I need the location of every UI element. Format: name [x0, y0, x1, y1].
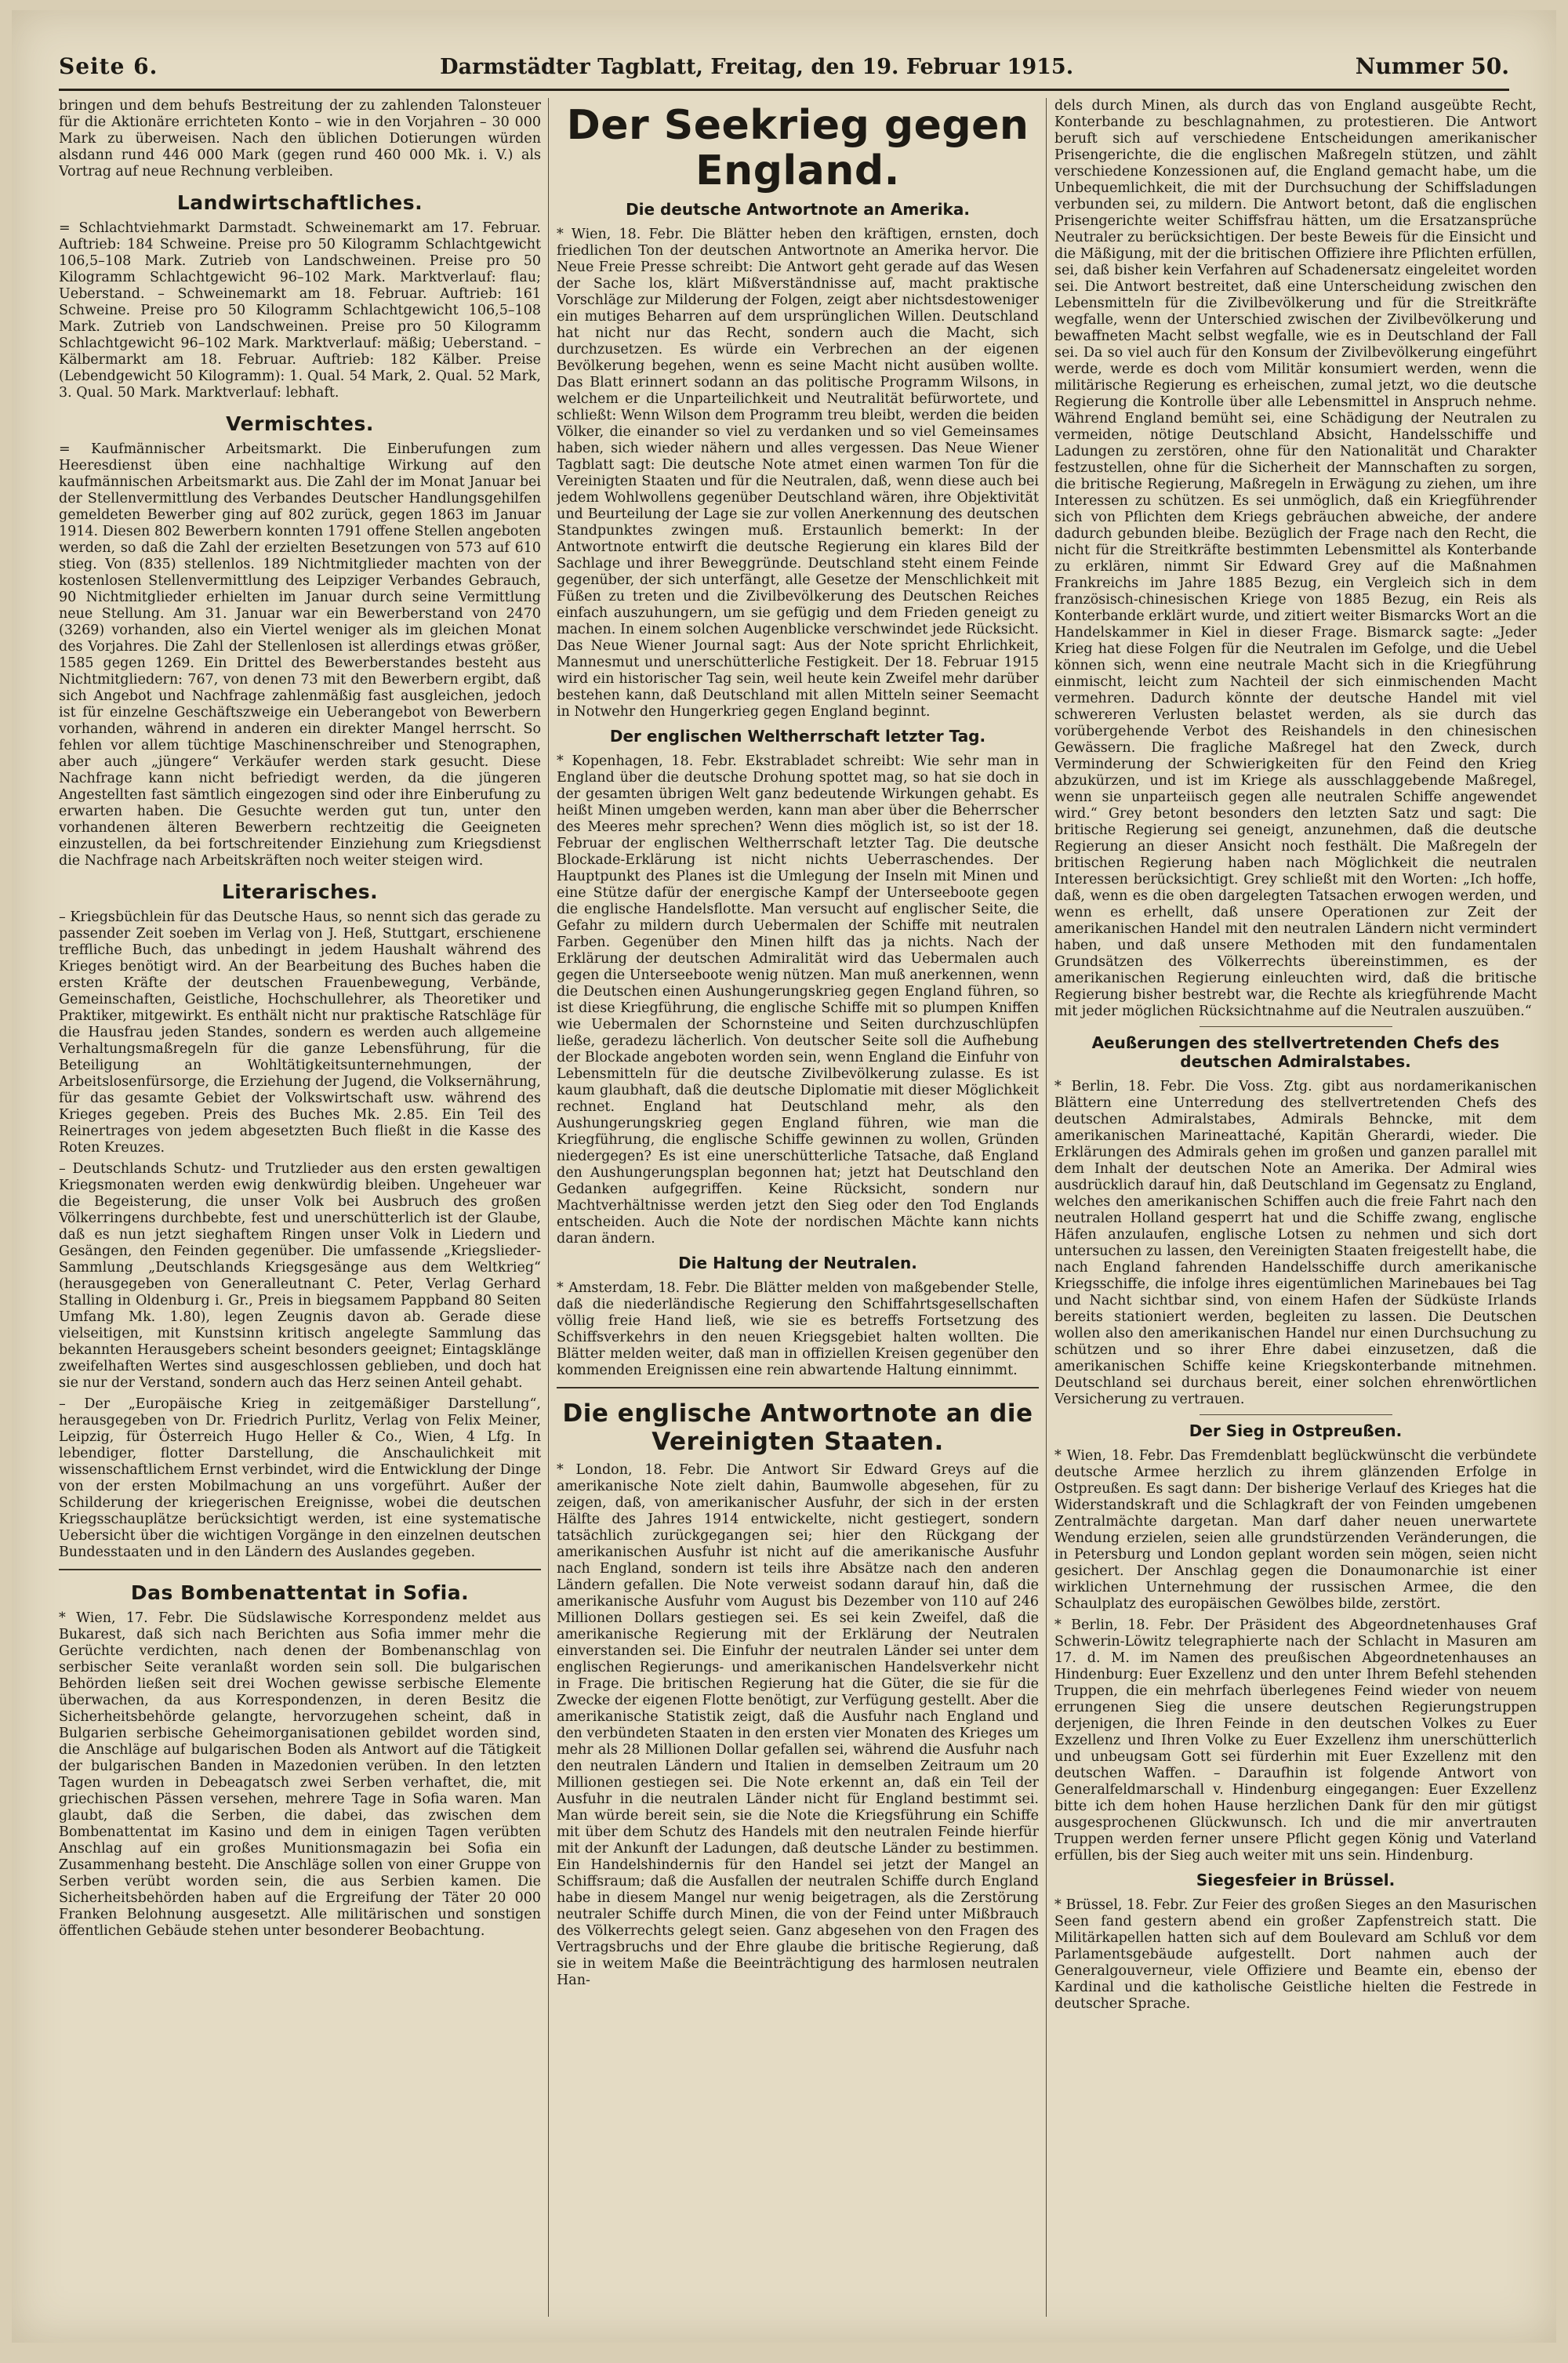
- issue-number: Nummer 50.: [1355, 53, 1509, 79]
- sub-heading: Die deutsche Antwortnote an Amerika.: [626, 200, 970, 219]
- article-paragraph: * Wien, 17. Febr. Die Südslawische Korrespondenz meldet aus Bukarest, daß sich nach Berichten aus Sofia immer mehr die Gerüchte verdichten, nach denen der Bombenanschlag von serbischer Seite veranlaßt worden sein soll. Die bulgarischen Behörden ließen seit drei Wochen gewisse serbische Elemente überwachen, da aus Korrespondenzen, in deren Besitz die Sicherheitsbehörde gelangte, hervorzugehen scheint, daß in Bulgarien serbische Geheimorganisationen gebildet worden sind, die Anschläge auf bulgarischen Boden als Antwort auf die Tätigkeit der bulgarischen Banden in Mazedonien verüben. In den letzten Tagen wurden in Debeagatsch zwei Serben verhaftet, die, mit griechischen Pässen versehen, mehrere Tage in Sofia waren. Man glaubt, daß die Serben, die dabei, das zwischen dem Bombenattentat im Kasino und dem in einigen Tagen verübten Anschlag auf ein großes Munitionsmagazin bei Sofia ein Zusammenhang besteht. Die Anschläge sollen von einer Gruppe von Serben verübt worden sein, die aus Serbien kamen. Die Sicherheitsbehörden haben auf die Ergreifung der Täter 20 000 Franken Belohnung ausgesetzt. Alle militärischen und sonstigen öffentlichen Gebäude stehen unter besonderer Beobachtung.: [59, 1610, 541, 1939]
- section-heading: Vermischtes.: [226, 412, 374, 435]
- column-divider: [1046, 98, 1047, 2317]
- section-rule: [557, 1387, 1039, 1388]
- section-heading: Landwirtschaftliches.: [176, 191, 423, 214]
- section-rule: [59, 1569, 541, 1570]
- sub-heading: Siegesfeier in Brüssel.: [1196, 1871, 1396, 1889]
- article-paragraph: = Schlachtviehmarkt Darmstadt. Schweinemarkt am 17. Februar. Auftrieb: 184 Schweine. Preise pro 50 Kilogramm Schlachtgewicht 106,5–108 Mark. Zutrieb von Landschweinen. Preise pro 50 Kilogramm Schlachtgewicht 96–102 Mark. Marktverlauf: flau; Ueberstand. – Schweinemarkt am 18. Februar. Auftrieb: 161 Schweine. Preise pro 50 Kilogramm Schlachtgewicht 106,5–108 Mark. Zutrieb von Landschweinen. Preise pro 50 Kilogramm Schlachtgewicht 96–102 Mark. Marktverlauf: mäßig; Ueberstand. – Kälbermarkt am 18. Februar. Auftrieb: 182 Kälber. Preise (Lebendgewicht 50 Kilogramm): 1. Qual. 54 Mark, 2. Qual. 52 Mark, 3. Qual. 50 Mark. Marktverlauf: lebhaft.: [59, 220, 541, 401]
- article-paragraph: * Brüssel, 18. Febr. Zur Feier des großen Sieges an den Masurischen Seen fand gestern abend ein großer Zapfenstreich statt. Die Militärkapellen hatten sich auf dem Boulevard am Schluß vor dem Parlamentsgebäude aufgestellt. Dort nahmen auch der Generalgouverneur, viele Offiziere und Beamte ein, ebenso der Kardinal und die katholische Geistliche hielten die Festrede in deutscher Sprache.: [1054, 1897, 1537, 2012]
- column-right: [1054, 98, 1537, 2317]
- article-paragraph: – Kriegsbüchlein für das Deutsche Haus, so nennt sich das gerade zu passender Zeit soeben im Verlag von J. Heß, Stuttgart, erschienene treffliche Buch, das unbedingt in jedem Haushalt während des Krieges benötigt wird. An der Bearbeitung des Buches haben die ersten Kräfte der deutschen Frauenbewegung, Verbände, Gemeinschaften, Geistliche, Hochschullehrer, als Theoretiker und Praktiker, mitgewirkt. Es enthält nicht nur praktische Ratschläge für die Hausfrau jeden Standes, sondern es werden auch allgemeine Verhaltungsmaßregeln für die ganze Lebensführung, für die Beteiligung an Wohltätigkeitsunternehmungen, der Arbeitslosenfürsorge, die Erziehung der Jugend, die Volksernährung, für das gesamte Gebiet der Volkswirtschaft usw. während des Krieges gegeben. Preis des Buches Mk. 2.85. Ein Teil des Reinertrages von jedem abgesetzten Buch fließt in die Kasse des Roten Kreuzes.: [59, 909, 541, 1156]
- newspaper-page: [12, 10, 1556, 2343]
- sub-heading: Aeußerungen des stellvertretenden Chefs des deutschen Admiralstabes.: [1091, 1033, 1500, 1071]
- main-headline: Der Seekrieg gegen England.: [566, 102, 1029, 194]
- header-rule: [59, 89, 1509, 91]
- article-paragraph: dels durch Minen, als durch das von England ausgeübte Recht, Konterbande zu beschlagnahmen, zu protestieren. Die Antwort beruft sich auf verschiedene Entscheidungen amerikanischer Prisengerichte, die die englischen Maßregeln stützen, und zählt verschiedene Konzessionen auf, die England gemacht habe, um die Unbequemlichkeit, die mit der Durchsuchung der Schiffsladungen verbunden sei, zu mildern. Die Antwort betont, daß die englischen Prisengerichte weiter Schiffsfrau hätten, um die Ersatzansprüche Neutraler zu berücksichtigen. Der beste Beweis für die Einsicht und die Mäßigung, mit der die britischen Offiziere ihre Pflichten erfüllen, sei, daß bisher kein Verfahren auf Schadenersatz eingeleitet worden sei. Die Antwort bestreitet, daß eine Unterscheidung zwischen den Lebensmitteln für die Zivilbevölkerung und für die Streitkräfte wegfalle, wenn der Unterschied zwischen der Zivilbevölkerung und bewaffneten Macht selbst wegfalle, wie es in Deutschland der Fall sei. Da so viel auch für den Konsum der Zivilbevölkerung eingeführt werde, werde es doch vom Militär konsumiert werden, wenn die militärische Regierung es erheischen, zumal jetzt, wo die deutsche Regierung die Kontrolle über alle Lebensmittel in Anspruch nehme. Während England bemüht sei, eine Schädigung der Neutralen zu vermeiden, nötige Deutschland Absicht, Handelsschiffe und Ladungen zu zerstören, ohne für den Nationalität und Charakter festzustellen, ohne für die Sicherheit der Mannschaften zu sorgen, die britische Regierung, Maßregeln in Erwägung zu ziehen, um ihre Interessen zu schützen. Es sei unmöglich, daß ein Kriegführender sich von Pflichten dem Kriegs gebräuchen abweiche, der andere dadurch gebunden bleibe. Bezüglich der Frage nach den Recht, die nicht für die Streitkräfte bestimmten Lebensmittel als Konterbande zu erklären, nimmt Sir Edward Grey auf die Maßnahmen Frankreichs im Jahre 1885 Bezug, ein Vergleich sich in dem französisch-chinesischen Kriege von 1885 Bezug, ein Reis als Konterbande erklärt wurde, und zitiert weiter Bismarcks Wort an die Handelskammer in Kiel in dieser Frage. Bismarck sagte: „Jeder Krieg hat diese Folgen für die Neutralen im Gefolge, und die Uebel können sich, wenn eine neutrale Macht sich in die Kriegführung einmischt, leicht zum Nachteil der sich einmischenden Macht vermehren. Dadurch könnte der deutsche Handel mit viel schwereren Verlusten belastet werden, als sie durch das vorübergehende Verbot des Reishandels in den chinesischen Gewässern. Die fragliche Maßregel hat den Zweck, durch Verminderung der Schwierigkeiten für den Feind den Krieg abzukürzen, und ist im Kriege als ausschlaggebende Maßregel, wenn sie unparteiisch gegen alle neutralen Schiffe angewendet wird.“ Grey betont besonders den letzten Satz und sagt: Die britische Regierung sei geneigt, anzunehmen, daß die deutsche Regierung an dieser Ansicht noch festhält. Die Maßregeln der britischen Regierung haben nach Möglichkeit die neutralen Interessen berücksichtigt. Grey schließt mit den Worten: „Ich hoffe, daß, wenn es die oben dargelegten Tatsachen erwogen werden, und wenn es erhellt, daß unsere Operationen zur Zeit der amerikanischen Handel mit den neutralen Ländern nicht vermindert haben, und daß unsere Methoden mit den fundamentalen Grundsätzen des Völkerrechts übereinstimmen, es der amerikanischen Regierung einleuchten wird, daß die britische Regierung bisher bestrebt war, die Rechte als kriegführende Macht mit jeder möglichen Rücksichtnahme auf die Neutralen auszuüben.“: [1054, 98, 1537, 1019]
- section-headline: Die englische Antwortnote an die Vereinigten Staaten.: [562, 1399, 1033, 1456]
- short-rule: [1200, 1414, 1392, 1415]
- article-paragraph: * Wien, 18. Febr. Das Fremdenblatt beglückwünscht die verbündete deutsche Armee herzlich zu ihrem glänzenden Erfolge in Ostpreußen. Es sagt dann: Der bisherige Verlauf des Krieges hat die Widerstandskraft und die Schlagkraft der von Feinden umgebenen Zentralmächte dargetan. Man darf daher neuen unerwartete Wendung erzielen, seien alle grundstürzenden Veränderungen, die in Petersburg und London geplant worden sein mögen, seien nicht gesichert. Der Anschlag gegen die Donaumonarchie ist einer wirklichen Unternehmung der russischen Armee, die den Schaulplatz des europäischen Gewölbes bilde, zerstört.: [1054, 1448, 1537, 1612]
- article-paragraph: * Berlin, 18. Febr. Die Voss. Ztg. gibt aus nordamerikanischen Blättern eine Unterredung des stellvertretenden Chefs des deutschen Admiralstabes, Admirals Behncke, mit dem amerikanischen Marineattaché, Kapitän Gherardi, wieder. Die Erklärungen des Admirals gehen im großen und ganzen parallel mit dem Inhalt der deutschen Note an Amerika. Der Admiral wies ausdrücklich darauf hin, daß Deutschland im Gegensatz zu England, welches den amerikanischen Schiffen auch die freie Fahrt nach den neutralen Holland gesperrt hat und die Schiffe zwang, englische Häfen anzulaufen, englische Lotsen zu nehmen und sich dort untersuchen zu lassen, den Vereinigten Staaten freigestellt habe, die nach England fahrenden Handelsschiffe durch amerikanische Kriegsschiffe, die infolge ihres eigentümlichen Marinebaues bei Tag und Nacht sichtbar sind, von einem Hafen der Südküste Irlands bereits stationiert werden, begleiten zu lassen. Die Deutschen wollen also den amerikanischen Handel nur einen Durchsuchung zu schützen und so ihrer Ehre dabei einzusetzen, daß die amerikanischen Schiffe keine Kriegskonterbande mitnehmen. Deutschland sei durchaus bereit, einer solchen ehrenwörtlichen Versicherung zu vertrauen.: [1054, 1079, 1537, 1407]
- article-paragraph: * Amsterdam, 18. Febr. Die Blätter melden von maßgebender Stelle, daß die niederländische Regierung den Schiffahrtsgesellschaften völlig freie Hand ließ, wie sie es betreffs Fortsetzung des Schiffsverkehrs in den neuen Kriegsgebiet halten wollten. Die Blätter melden weiter, daß man in offiziellen Kreisen gegenüber den kommenden Ereignissen eine rein abwartende Haltung einnimmt.: [557, 1280, 1039, 1378]
- article-paragraph: * Wien, 18. Febr. Die Blätter heben den kräftigen, ernsten, doch friedlichen Ton der deutschen Antwortnote an Amerika hervor. Die Neue Freie Presse schreibt: Die Antwort geht gerade auf das Wesen der Sache los, klärt Mißverständnisse auf, macht praktische Vorschläge zur Milderung der Folgen, zeigt aber nichtsdestoweniger ein mutiges Beharren auf dem ursprünglichen Willen. Deutschland hat nicht nur das Recht, sondern auch die Macht, sich durchzusetzen. Es würde ein Verbrechen an der eigenen Bevölkerung begehen, wenn es seine Macht nicht ausüben wollte. Das Blatt erinnert sodann an das politische Programm Wilsons, in welchem er die Unparteilichkeit und Neutralität befürwortete, und schließt: Wenn Wilson dem Programm treu bleibt, werden die beiden Völker, die einander so viel zu verdanken und so viel Gemeinsames haben, sich wieder nähern und alles vergessen. Das Neue Wiener Tagblatt sagt: Die deutsche Note atmet einen warmen Ton für die Vereinigten Staaten und für die Neutralen, daß, wenn diese auch bei jedem Wohlwollens gegenüber Deutschland wären, ihre Objektivität und Beurteilung der Lage sie zur vollen Anerkennung des deutschen Standpunktes zwingen muß. Erstaunlich bemerkt: In der Antwortnote entwirft die deutsche Regierung ein klares Bild der Sachlage und ihrer Beweggründe. Deutschland steht einem Feinde gegenüber, der sich unterfängt, alle Gesetze der Menschlichkeit mit Füßen zu treten und die Zivilbevölkerung des Deutschen Reiches einfach auszuhungern, um sie gefügig und dem Frieden geneigt zu machen. In einem solchen Augenblicke verschwindet jede Rücksicht. Das Neue Wiener Journal sagt: Aus der Note spricht Ehrlichkeit, Mannesmut und unerschütterliche Festigkeit. Der 18. Februar 1915 wird ein historischer Tag sein, weil heute kein Zweifel mehr darüber bestehen kann, daß Deutschland mit allen Mitteln seiner Seemacht in Notwehr den Hungerkrieg gegen England beginnt.: [557, 227, 1039, 720]
- page-number: Seite 6.: [59, 53, 158, 79]
- section-heading: Das Bombenattentat in Sofia.: [130, 1581, 470, 1604]
- column-divider: [548, 98, 549, 2317]
- sub-heading: Die Haltung der Neutralen.: [678, 1254, 917, 1272]
- short-rule: [1200, 1026, 1392, 1027]
- section-heading: Literarisches.: [221, 880, 379, 903]
- article-paragraph: – Der „Europäische Krieg in zeitgemäßiger Darstellung“, herausgegeben von Dr. Friedrich Purlitz, Verlag von Felix Meiner, Leipzig, für Österreich Hugo Heller & Co., Wien, 4 Lfg. In lebendiger, flotter Darstellung, die Anschaulichkeit mit wissenschaftlichem Ernst verbindet, wird die Entwicklung der Dinge von der ersten Mobilmachung an uns vorgeführt. Außer der Schilderung der kriegerischen Ereignisse, wobei die deutschen Kriegsschauplätze berücksichtigt werden, ist eine systematische Uebersicht über die wichtigen Vorgänge in den einzelnen deutschen Bundesstaaten und in den Ländern des Auslandes gegeben.: [59, 1396, 541, 1560]
- masthead: [59, 32, 1509, 79]
- article-paragraph: bringen und dem behufs Bestreitung der zu zahlenden Talonsteuer für die Aktionäre errichteten Konto – wie in den Vorjahren – 30 000 Mark zu überweisen. Nach den üblichen Dotierungen würden alsdann rund 446 000 Mark (gegen rund 460 000 Mk. i. V.) als Vortrag auf neue Rechnung verbleiben.: [59, 98, 541, 180]
- column-middle: [557, 98, 1039, 2317]
- column-left: [59, 98, 541, 2317]
- article-paragraph: – Deutschlands Schutz- und Trutzlieder aus den ersten gewaltigen Kriegsmonaten werden ewig denkwürdig bleiben. Ungeheuer war die Begeisterung, die unser Volk bei Ausbruch des großen Völkerringens durchbebte, fest und unerschütterlich ist der Glaube, daß es nun jetzt sieghaftem Ringen unser Volk in Liedern und Gesängen, den Feinden gegenüber. Die umfassende „Kriegslieder-Sammlung „Deutschlands Kriegsgesänge aus dem Weltkrieg“ (herausgegeben von Generalleutnant C. Peter, Verlag Gerhard Stalling in Oldenburg i. Gr., Preis in biegsamem Pappband 80 Seiten Umfang Mk. 1.80), legen Zeugnis davon ab. Gerade diese vielseitigen, mit Kunstsinn kritisch angelegte Sammlung das bekannten Herausgebers scheint besonders geeignet; Eintagsklänge zweifelhaften Wertes sind ausgeschlossen geblieben, und doch hat sie nur der Verstand, sondern auch das Herz seinen Anteil gehabt.: [59, 1161, 541, 1391]
- article-paragraph: * London, 18. Febr. Die Antwort Sir Edward Greys auf die amerikanische Note zielt dahin, Baumwolle abgesehen, für zu zeigen, daß, von amerikanischer Ausfuhr, der sich in der ersten Hälfte des Jahres 1914 entwickelte, nicht gestiegert, sondern tatsächlich zurückgegangen sei; hier den Rückgang der amerikanischen Ausfuhr ist nicht auf die amerikanische Ausfuhr nach England, sondern ist teils ihre Absätze nach den anderen Ländern gefallen. Die Note verweist sodann darauf hin, daß die amerikanische Ausfuhr vom August bis Dezember von 110 auf 246 Millionen Dollars gestiegen sei. Es sei kein Zweifel, daß die amerikanische Regierung mit der Erklärung der Neutralen einverstanden sei. Die Einfuhr der neutralen Länder sei unter dem englischen Regierungs- und amerikanischen Handelsverkehr nicht in Frage. Die britischen Regierung hat die Güter, die sie für die Zwecke der eigenen Flotte benötigt, zur Verfügung gestellt. Aber die amerikanische Statistik zeigt, daß die Ausfuhr nach England und den verbündeten Staaten in den ersten vier Monaten des Krieges um mehr als 28 Millionen Dollar gefallen sei, während die Ausfuhr nach den neutralen Ländern und Italien in demselben Zeitraum um 20 Millionen gestiegen sei. Die Note erkennt an, daß ein Teil der Ausfuhr in die neutralen Länder nicht für England bestimmt sei. Man würde bereit sein, sie die Note die Kriegsführung ein Schiffe mit über dem Schutz des Handels mit den neutralen Feinde hierfür mit der Ankunft der Ladungen, daß deutsche Länder zu bestimmen. Ein Handelshindernis für den Handel sei jetzt der Mangel an Schiffsraum; daß die Ausfallen der neutralen Schiffe durch England habe in diesem Mangel nur wenig beigetragen, als die Zerstörung neutraler Schiffe durch Minen, die von der Feind unter Mißbrauch des Völkerrechts gelegt seien. Ganz abgesehen von den Fragen des Vertragsbruchs und der Ehre glaube die britische Regierung, daß sie in weitem Maße die Beeinträchtigung des harmlosen neutralen Han-: [557, 1462, 1039, 1988]
- newspaper-title-date: Darmstädter Tagblatt, Freitag, den 19. Februar 1915.: [440, 55, 1074, 79]
- article-paragraph: * Berlin, 18. Febr. Der Präsident des Abgeordnetenhauses Graf Schwerin-Löwitz telegraphierte nach der Schlacht in Masuren am 17. d. M. im Namen des preußischen Abgeordnetenhauses an Hindenburg: Euer Exzellenz und den unter Ihrem Befehl stehenden Truppen, die ein mehrfach überlegenes Feind wieder von neuem errungenen Sieg die unsere deutschen Regierungstruppen derjenigen, die Ihren Feinde in den deutschen Volkes zu Euer Exzellenz und Ihren Volke zu Euer Exzellenz ihm unerschütterlich und unbeugsam Gott sei fürderhin mit Euer Exzellenz mit den deutschen Waffen. – Daraufhin ist folgende Antwort von Generalfeldmarschall v. Hindenburg eingegangen: Euer Exzellenz bitte ich dem hohen Hause herzlichen Dank für den mir gütigst ausgesprochenen Glückwunsch. Ich und die mir anvertrauten Truppen werden ferner unsere Pflicht gegen König und Vaterland erfüllen, bis der Sieg auch weiter mit uns sein. Hindenburg.: [1054, 1617, 1537, 1864]
- article-paragraph: * Kopenhagen, 18. Febr. Ekstrabladet schreibt: Wie sehr man in England über die deutsche Drohung spottet mag, so hat sie doch in der gesamten übrigen Welt ganz bedeutende Wirkungen gehabt. Es heißt Minen umgeben werden, kann man aber über die Beherrscher des Meeres mehr sprechen? Wenn dies möglich ist, so ist der 18. Februar der englischen Weltherrschaft letzter Tag. Die deutsche Blockade-Erklärung ist nicht nichts Ueberraschendes. Der Hauptpunkt des Planes ist die Umlegung der Inseln mit Minen und eine Stütze dafür der energische Kampf der Unterseeboote gegen die englische Handelsflotte. Man versucht auf englischer Seite, die Gefahr zu mildern durch Uebermalen der Schiffe mit neutralen Farben. Gegenüber den Minen hilft das ja nichts. Nach der Erklärung der deutschen Admiralität wird das Uebermalen auch gegen die Unterseeboote wenig nützen. Man muß anerkennen, wenn die Deutschen einen Aushungerungskrieg gegen England führen, so ist diese Kriegführung, die englische Schiffe mit so plumpen Kniffen wie Uebermalen der Schornsteine und Seiten durchzuschlüpfen ließe, geradezu lächerlich. Von deutscher Seite soll die Aufhebung der Blockade angeboten worden sein, wenn England die Einfuhr von Lebensmitteln für die deutsche Zivilbevölkerung zulasse. Es ist kaum glaubhaft, daß die deutsche Diplomatie mit dieser Möglichkeit rechnet. England hat Deutschland mehr, als den Aushungerungskrieg gegen England führen, wie man die Kriegführung, die englische Schiffe gewinnen zu wollen, Gründen niedergegen? Es ist eine unerschütterliche Tatsache, daß England den Aushungerungsplan begonnen hat; jetzt hat Deutschland den Gedanken aufgegriffen. Keine Rücksicht, sondern nur Machtverhältnisse werden jetzt den Sieg oder den Tod Englands entscheiden. Auch die Note der nordischen Mächte kann nichts daran ändern.: [557, 753, 1039, 1247]
- sub-heading: Der Sieg in Ostpreußen.: [1189, 1421, 1403, 1440]
- sub-heading: Der englischen Weltherrschaft letzter Tag.: [609, 727, 986, 746]
- article-paragraph: = Kaufmännischer Arbeitsmarkt. Die Einberufungen zum Heeresdienst üben eine nachhaltige Wirkung auf den kaufmännischen Arbeitsmarkt aus. Die Zahl der im Monat Januar bei der Stellenvermittlung des Verbandes Deutscher Handlungsgehilfen gemeldeten Bewerber ging auf 802 zurück, gegen 1863 im Januar 1914. Diesen 802 Bewerbern konnten 1791 offene Stellen angeboten werden, so daß die Zahl der erzielten Besetzungen von 573 auf 610 stieg. Von (835) stellenlos. 189 Nichtmitglieder machten von der kostenlosen Stellenvermittlung des Leipziger Verbandes Gebrauch, 90 Nichtmitglieder erhielten im Januar durch seine Vermittlung neue Stellung. Am 31. Januar war ein Bewerberstand von 2470 (3269) vorhanden, also ein Viertel weniger als im gleichen Monat des Vorjahres. Die Zahl der Stellenlosen ist allerdings etwas größer, 1585 gegen 1269. Ein Drittel des Bewerberstandes besteht aus Nichtmitgliedern: 767, von denen 73 mit den Bewerbern ergibt, daß sich Angebot und Nachfrage zahlenmäßig fast ausgleichen, jedoch ist für einzelne Geschäftszweige ein Ueberangebot von Bewerbern vorhanden, während in anderen ein direkter Mangel herrscht. So fehlen vor allem tüchtige Maschinenschreiber und Stenographen, aber auch „jüngere“ Verkäufer werden stark gesucht. Diese Nachfrage kann nicht befriedigt werden, da die jüngeren Angestellten fast sämtlich eingezogen sind oder ihre Einberufung zu erwarten haben. Die Gesuchte werden gut tun, unter den vorhandenen älteren Bewerbern rechtzeitig die Geeigneten einzustellen, da bei fortschreitender Einziehung zum Kriegsdienst die Nachfrage nach Arbeitskräften noch weiter steigen wird.: [59, 441, 541, 869]
